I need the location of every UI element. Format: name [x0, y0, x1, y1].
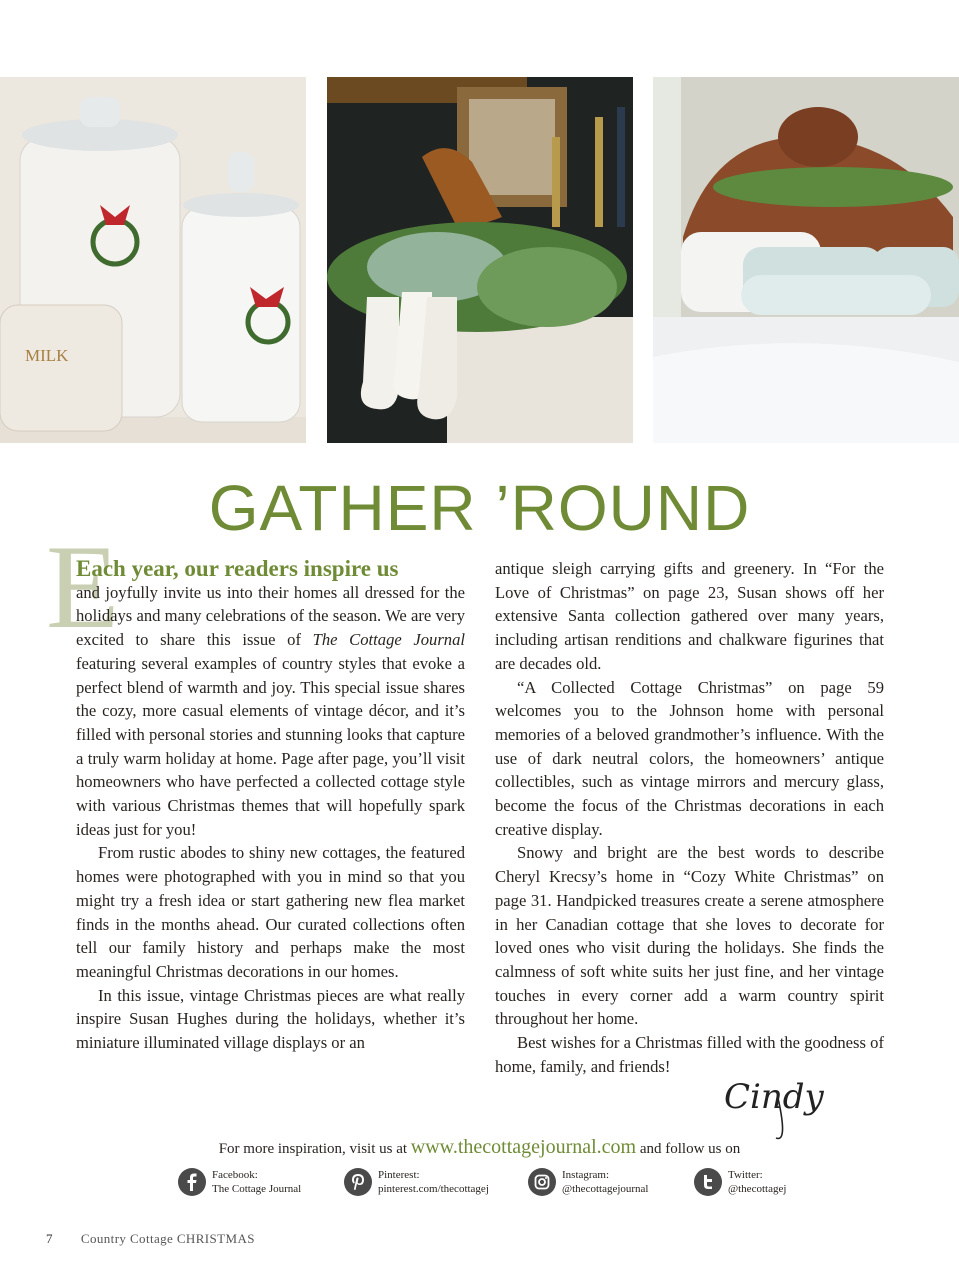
social-platform: Twitter: [728, 1169, 763, 1181]
follow-line: For more inspiration, visit us at www.thecottagejournal.com and follow us on [218, 1136, 741, 1158]
photo-white-bed [653, 77, 959, 443]
photo-mantel-stockings [327, 77, 633, 443]
paragraph-intro: and joyfully invite us into their homes all dressed for the holidays and many celebrations of the season. We are very excited to share this issue of The Cottage Journal featuring several examples of country styles that evoke a perfect blend of warmth and joy. This special issue shares the cozy, more casual elements of vintage décor, and it’s filled with personal stories and stunning looks that capture a truly warm holiday at home. Page after page, you’ll visit homeowners who have perfected a collected cottage style with various Christmas themes that will hopefully spark ideas just for you! [76, 582, 465, 839]
paragraph: Snowy and bright are the best words to describe Cheryl Krecsy’s home in “Cozy White Christmas” on page 31. Handpicked treasures create a serene atmosphere in her Canadian cottage that she loves to decorate for loved ones who visit during the holidays. She finds the calmness of soft white suits her just fine, and her vintage touches in every corner add a warm country spirit throughout her home. [495, 843, 884, 1029]
paragraph: “A Collected Cottage Christmas” on page 59 welcomes you to the Johnson home with personal memories of a beloved grandmother’s influence. With the use of dark neutral colors, the homeowners’ antique collectibles, such as vintage mirrors and mercury glass, become the focus of the Christmas decorations in each creative display. [495, 677, 884, 839]
facebook-icon [178, 1168, 206, 1196]
magazine-name: The Cottage Journal [312, 630, 465, 650]
paragraph: From rustic abodes to shiny new cottages, the featured homes were photographed with you in mind so that you might try a fresh idea or start gathering new flea market finds in the months ahead. Our curated collections often tell our family history and perhaps make the most meaningful Christmas decorations in our homes. [76, 843, 465, 981]
social-pinterest[interactable] [344, 1168, 489, 1196]
website-link[interactable]: www.thecottagejournal.com [410, 1136, 637, 1158]
drop-cap: E [46, 520, 120, 653]
milk-label: MILK [25, 346, 69, 365]
pinterest-icon [344, 1168, 372, 1196]
social-facebook[interactable] [178, 1168, 301, 1196]
page-footer [46, 1231, 255, 1247]
page-title: GATHER ’ROUND [208, 472, 751, 544]
social-platform: Pinterest: [378, 1169, 420, 1181]
social-twitter[interactable] [694, 1168, 786, 1196]
publication-name: Country Cottage CHRISTMAS [80, 1231, 255, 1246]
paragraph: Best wishes for a Christmas filled with the goodness of home, family, and friends! [495, 1033, 884, 1076]
paragraph: In this issue, vintage Christmas pieces are what really inspire Susan Hughes during the holidays, whether it’s miniature illuminated village displays or an [76, 985, 465, 1053]
right-column [495, 557, 884, 1078]
social-handle: @thecottagej [728, 1183, 787, 1195]
social-handle: The Cottage Journal [212, 1183, 302, 1195]
svg-text:Cindy: Cindy [724, 1077, 824, 1117]
page-number: 7 [46, 1231, 53, 1246]
photo-milk-jars [0, 77, 306, 443]
signature [718, 1068, 828, 1143]
social-platform: Facebook: [212, 1169, 258, 1181]
lead-sentence: Each year, our readers inspire us [76, 556, 399, 581]
social-instagram[interactable] [528, 1168, 649, 1196]
left-column [76, 557, 465, 1055]
twitter-icon [694, 1168, 722, 1196]
instagram-icon [528, 1168, 556, 1196]
social-platform: Instagram: [562, 1169, 610, 1181]
paragraph: antique sleigh carrying gifts and greenery. In “For the Love of Christmas” on page 23, Susan shows off her extensive Santa collection gathered over many years, including artisan renditions and chalkware figurines that are decades old. [495, 559, 884, 673]
social-handle: pinterest.com/thecottagej [378, 1183, 489, 1195]
social-handle: @thecottagejournal [562, 1183, 649, 1195]
